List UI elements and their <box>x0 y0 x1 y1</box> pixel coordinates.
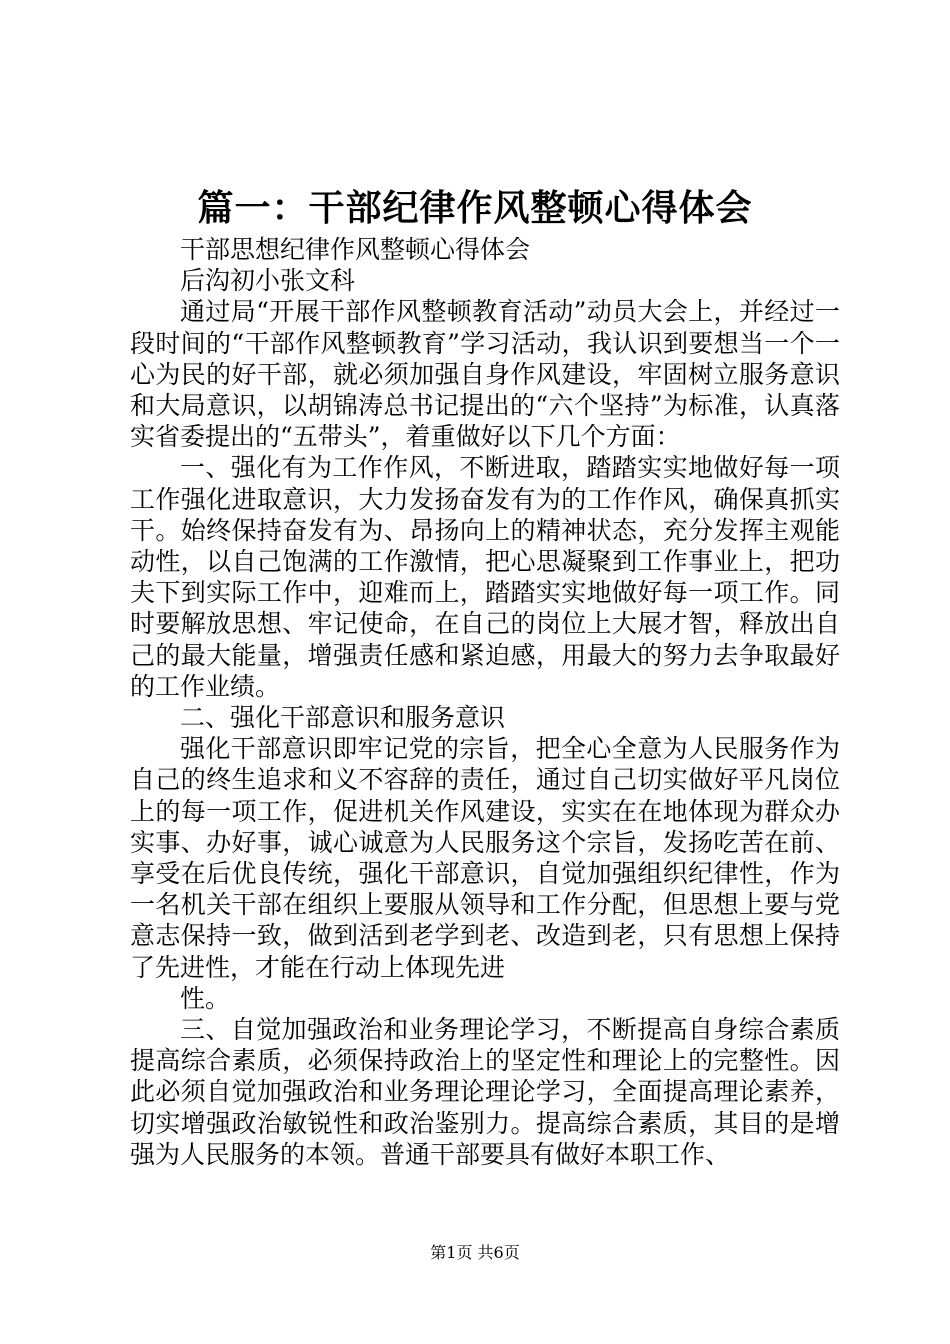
section-two-heading: 二、强化干部意识和服务意识 <box>180 703 506 733</box>
section-three-paragraph: 三、自觉加强政治和业务理论学习，不断提高自身综合素质提高综合素质，必须保持政治上的坚定性和理论上的完整性。因此必须自觉加强政治和业务理论理论学习，全面提高理论素养，切实增强政治敏锐性和政治鉴别力。提高综合素质，其目的是增强为人民服务的本领。普通干部要具有做好本职工作、 <box>130 1015 840 1169</box>
document-body <box>130 234 840 1170</box>
intro-paragraph: 通过局“开展干部作风整顿教育活动”动员大会上，并经过一段时间的“干部作风整顿教育”学习活动，我认识到要想当一个一心为民的好干部，就必须加强自身作风建设，牢固树立服务意识和大局意识，以胡锦涛总书记提出的“六个坚持”为标准，认真落实省委提出的“五带头”，着重做好以下几个方面： <box>130 297 840 452</box>
section-two-paragraph: 强化干部意识即牢记党的宗旨，把全心全意为人民服务作为自己的终生追求和义不容辞的责任，通过自己切实做好平凡岗位上的每一项工作，促进机关作风建设，实实在在地体现为群众办实事、办好事，诚心诚意为人民服务这个宗旨，发扬吃苦在前、享受在后优良传统，强化干部意识，自觉加强组织纪律性，作为一名机关干部在组织上要服从领导和工作分配，但思想上要与党意志保持一致，做到活到老学到老、改造到老，只有思想上保持了先进性，才能在行动上体现先进 <box>130 734 840 982</box>
page-footer: 第1页 共6页 <box>430 1243 520 1262</box>
document-title: 篇一：干部纪律作风整顿心得体会 <box>197 188 753 229</box>
author-paragraph: 后沟初小张文科 <box>180 266 356 296</box>
continuation-paragraph: 性。 <box>180 983 231 1013</box>
section-one-paragraph: 一、强化有为工作作风，不断进取，踏踏实实地做好每一项工作强化进取意识，大力发扬奋发有为的工作作风，确保真抓实干。始终保持奋发有为、昂扬向上的精神状态，充分发挥主观能动性，以自己饱满的工作激情，把心思凝聚到工作事业上，把功夫下到实际工作中，迎难而上，踏踏实实地做好每一项工作。同时要解放思想、牢记使命，在自己的岗位上大展才智，释放出自己的最大能量，增强责任感和紧迫感，用最大的努力去争取最好的工作业绩。 <box>130 453 840 701</box>
subtitle-paragraph: 干部思想纪律作风整顿心得体会 <box>180 235 531 264</box>
